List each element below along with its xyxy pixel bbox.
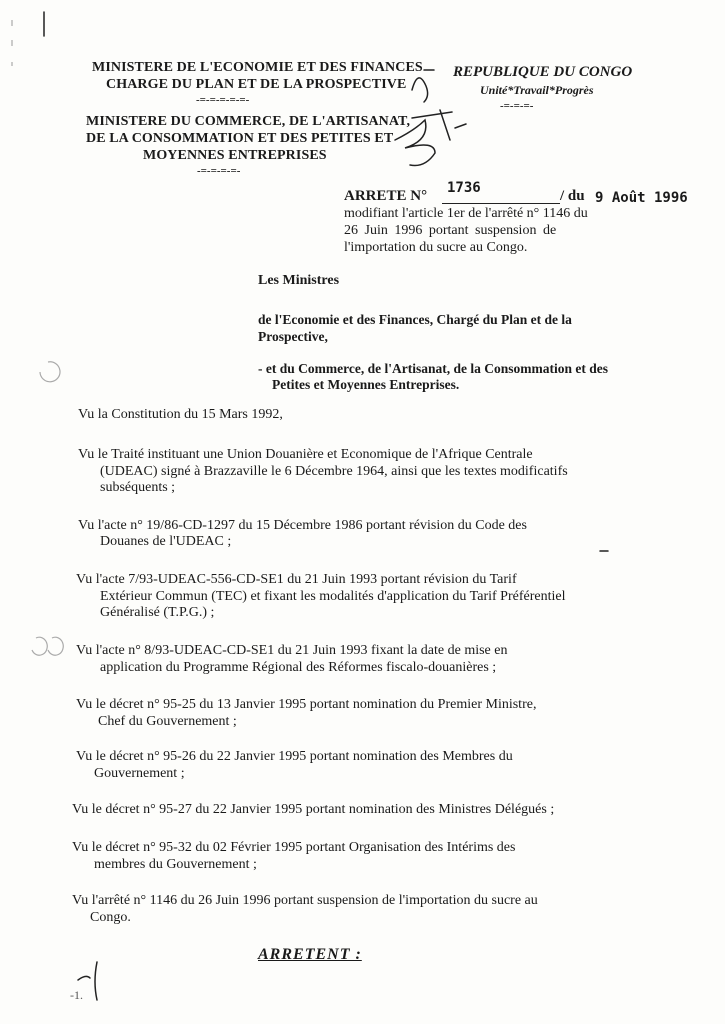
- page-marker: -1.: [70, 988, 83, 1002]
- arrete-label: ARRETE N°: [344, 188, 428, 204]
- arrete-object-line3: l'importation du sucre au Congo.: [344, 240, 528, 255]
- ministry-commerce-deco: -=-=-=-=-: [197, 165, 241, 177]
- minister-economie-line1: de l'Economie et des Finances, Chargé du Plan et de la: [258, 312, 572, 327]
- visa-item-cont: subséquents ;: [100, 480, 176, 495]
- ministry-commerce-line2: DE LA CONSOMMATION ET DES PETITES ET: [86, 131, 394, 146]
- ministry-economie-line2: CHARGE DU PLAN ET DE LA PROSPECTIVE: [106, 77, 407, 92]
- minister-economie-line2: Prospective,: [258, 329, 328, 344]
- arrete-number: 1736: [447, 180, 481, 196]
- visa-item-cont: membres du Gouvernement ;: [94, 857, 257, 872]
- visa-item-cont: Congo.: [90, 910, 131, 925]
- visa-item-cont: (UDEAC) signé à Brazzaville le 6 Décembre 1964, ainsi que les textes modificatifs: [100, 464, 568, 479]
- ministry-commerce-line1: MINISTERE DU COMMERCE, DE L'ARTISANAT,: [86, 114, 411, 129]
- visa-item: Vu l'arrêté n° 1146 du 26 Juin 1996 portant suspension de l'importation du sucre au: [72, 893, 538, 908]
- ministry-economie-line1: MINISTERE DE L'ECONOMIE ET DES FINANCES: [92, 60, 423, 75]
- arrete-object-line2: 26 Juin 1996 portant suspension de: [344, 223, 557, 238]
- visa-item-cont: Généralisé (T.P.G.) ;: [100, 605, 215, 620]
- visa-item-cont: Chef du Gouvernement ;: [98, 714, 237, 729]
- ministers-title: Les Ministres: [258, 273, 340, 288]
- arrete-object-line1: modifiant l'article 1er de l'arrêté n° 1146 du: [344, 206, 588, 221]
- visa-item: Vu l'acte 7/93-UDEAC-556-CD-SE1 du 21 Juin 1993 portant révision du Tarif: [76, 572, 517, 587]
- visa-item-cont: Extérieur Commun (TEC) et fixant les modalités d'application du Tarif Préférentiel: [100, 589, 566, 604]
- minister-commerce-line1: - et du Commerce, de l'Artisanat, de la Consommation et des: [258, 361, 608, 376]
- arrete-du: / du: [560, 188, 585, 204]
- country-name: REPUBLIQUE DU CONGO: [453, 64, 633, 80]
- arrete-number-underline: [442, 203, 560, 204]
- ministry-commerce-line3: MOYENNES ENTREPRISES: [143, 148, 327, 163]
- visa-item-cont: Gouvernement ;: [94, 766, 185, 781]
- visa-item: Vu la Constitution du 15 Mars 1992,: [78, 407, 283, 422]
- visa-item: Vu le décret n° 95-26 du 22 Janvier 1995 portant nomination des Membres du: [76, 749, 513, 764]
- minister-commerce-line2: Petites et Moyennes Entreprises.: [272, 377, 460, 392]
- visa-item: Vu le décret n° 95-32 du 02 Février 1995 portant Organisation des Intérims des: [72, 840, 516, 855]
- visa-item: Vu l'acte n° 19/86-CD-1297 du 15 Décembre 1986 portant révision du Code des: [78, 518, 527, 533]
- ministry-economie-deco: -=-=-=-=-=-: [196, 94, 250, 106]
- visa-item: Vu le décret n° 95-27 du 22 Janvier 1995 portant nomination des Ministres Délégués ;: [72, 802, 555, 817]
- republic-deco: -=-=-=-: [500, 100, 534, 112]
- national-motto: Unité*Travail*Progrès: [480, 83, 594, 97]
- decision-heading: ARRETENT :: [258, 946, 362, 963]
- visa-item-cont: Douanes de l'UDEAC ;: [100, 534, 232, 549]
- visa-item-cont: application du Programme Régional des Réformes fiscalo-douanières ;: [100, 660, 497, 675]
- visa-item: Vu le décret n° 95-25 du 13 Janvier 1995 portant nomination du Premier Ministre,: [76, 697, 537, 712]
- arrete-date: 9 Août 1996: [595, 190, 688, 206]
- visa-item: Vu l'acte n° 8/93-UDEAC-CD-SE1 du 21 Juin 1993 fixant la date de mise en: [76, 643, 508, 658]
- visa-item: Vu le Traité instituant une Union Douanière et Economique de l'Afrique Centrale: [78, 447, 533, 462]
